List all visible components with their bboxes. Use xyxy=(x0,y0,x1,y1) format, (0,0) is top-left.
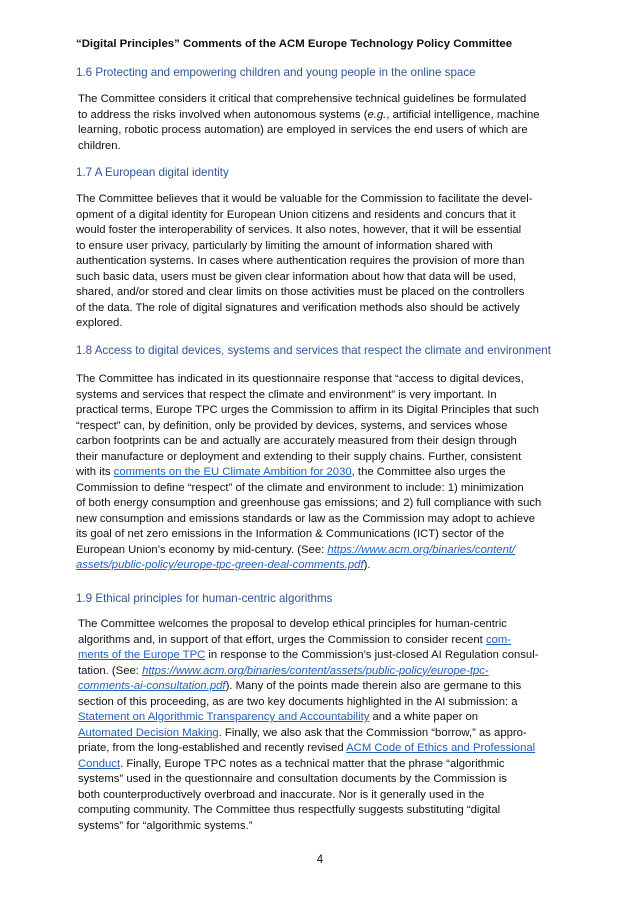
text-line: section of this proceeding, as are two key documents highlighted in the AI submission: a xyxy=(78,695,518,708)
algorithmic-transparency-statement-link[interactable]: Statement on Algorithmic Transparency and Accountability xyxy=(78,711,370,723)
text-line: computing community. The Committee thus respectfully suggests substituting “digital xyxy=(78,804,501,816)
ai-consultation-url-link[interactable]: https://www.acm.org/binaries/content/assets/public-policy/europe-tpc- xyxy=(142,664,489,677)
text-line: algorithms and, in support of that effort, urges the Commission to consider recent com- xyxy=(78,633,512,646)
text-line: such basic data, users must be given clear information about how that data will be used, xyxy=(76,270,517,283)
text-line: learning, robotic process automation) are employed in services the end users of which are xyxy=(78,124,528,136)
text-line: assets/public-policy/europe-tpc-green-deal-comments.pdf). xyxy=(76,559,371,571)
green-deal-comments-url-link-cont[interactable]: assets/public-policy/europe-tpc-green-deal-comments.pdf xyxy=(76,559,364,571)
text-line: their manufacture or deployment and extending to their supply chains. Further, consistent xyxy=(76,450,522,463)
text-line: tation. (See: https://www.acm.org/binaries/content/assets/public-policy/europe-tpc- xyxy=(78,664,489,677)
text-line: Conduct. Finally, Europe TPC notes as a technical matter that the phrase “algorithmic xyxy=(78,757,505,770)
text-line: The Committee has indicated in its questionnaire response that “access to digital devices, xyxy=(76,373,524,385)
section-1-6-paragraph xyxy=(78,92,572,154)
text-line: systems and services that respect the climate and environment” is very important. In xyxy=(76,388,497,401)
text-line: would foster the interoperability of services. It also notes, however, that it will be essential xyxy=(76,224,522,236)
text-line: ments of the Europe TPC in response to the Commission’s just-closed AI Regulation consul- xyxy=(78,649,539,661)
ai-consultation-url-link-cont[interactable]: comments-ai-consultation.pdf xyxy=(78,680,226,692)
text-line: of the data. The role of digital signatures and verification methods also should be actively xyxy=(76,301,520,314)
text-line: Commission to define “respect” of the climate and environment to include: 1) minimization xyxy=(76,481,524,494)
section-heading-1-7: 1.7 A European digital identity xyxy=(76,166,229,179)
text-line: to ensure user privacy, particularly by limiting the amount of information shared with xyxy=(76,239,493,252)
section-heading-1-6: 1.6 Protecting and empowering children and young people in the online space xyxy=(76,66,476,79)
text-line: children. xyxy=(78,139,121,152)
acm-code-of-ethics-link-cont[interactable]: Conduct xyxy=(78,757,121,770)
climate-ambition-comments-link[interactable]: comments on the EU Climate Ambition for 2030 xyxy=(113,466,352,478)
text-line: both counterproductively overbroad and inaccurate. Nor is it generally used in the xyxy=(78,788,485,801)
section-1-7-paragraph xyxy=(76,192,570,332)
text-line: systems” used in the questionnaire and consultation documents by the Commission is xyxy=(78,773,507,785)
running-header: “Digital Principles” Comments of the ACM Europe Technology Policy Committee xyxy=(76,38,513,50)
text-line: The Committee welcomes the proposal to develop ethical principles for human-centric xyxy=(78,618,507,630)
text-line: opment of a digital identity for European Union citizens and residents and concurs that it xyxy=(76,208,516,221)
text-line: authentication systems. In cases where authentication requires the provision of more than xyxy=(76,255,525,267)
acm-code-of-ethics-link[interactable]: ACM Code of Ethics and Professional xyxy=(346,742,536,754)
text-line: shared, and/or stored and clear limits on those activities must be placed on the controllers xyxy=(76,286,525,298)
text-line: comments-ai-consultation.pdf). Many of the points made therein also are germane to this xyxy=(78,680,522,692)
text-line: The Committee considers it critical that comprehensive technical guidelines be formulated xyxy=(78,93,527,105)
text-line: Automated Decision Making. Finally, we also ask that the Commission “borrow,” as appro- xyxy=(78,726,527,739)
text-line: The Committee believes that it would be valuable for the Commission to facilitate the devel- xyxy=(76,193,533,205)
ai-comments-link-cont[interactable]: ments of the Europe TPC xyxy=(78,649,206,661)
text-line: explored. xyxy=(76,317,123,329)
text-line: of both energy consumption and greenhouse gas emissions; and 2) full compliance with such xyxy=(76,497,542,509)
section-heading-1-8: 1.8 Access to digital devices, systems and services that respect the climate and environment xyxy=(76,344,551,357)
italic-text: e.g. xyxy=(367,108,387,121)
text-line: new consumption and emissions standards or law as the Commission may adopt to achieve xyxy=(76,512,536,525)
text-line: priate, from the long-established and recently revised ACM Code of Ethics and Professional xyxy=(78,742,536,754)
text-line: “respect” can, by definition, only be provided by devices, systems, and services whose xyxy=(76,419,508,432)
green-deal-comments-url-link[interactable]: https://www.acm.org/binaries/content/ xyxy=(327,543,516,556)
text-line: to address the risks involved when autonomous systems (e.g., artificial intelligence, machine xyxy=(78,108,540,121)
text-line: with its comments on the EU Climate Ambition for 2030, the Committee also urges the xyxy=(76,466,506,478)
automated-decision-making-link[interactable]: Automated Decision Making xyxy=(78,726,219,739)
text-line: systems” for “algorithmic systems.” xyxy=(78,819,253,832)
section-1-8-paragraph xyxy=(76,372,570,574)
section-heading-1-9: 1.9 Ethical principles for human-centric algorithms xyxy=(76,592,333,605)
section-1-9-paragraph xyxy=(78,617,572,834)
text-line: Statement on Algorithmic Transparency and Accountability and a white paper on xyxy=(78,711,479,723)
text-line: European Union’s economy by mid-century. (See: https://www.acm.org/binaries/content/ xyxy=(76,543,516,556)
page-number: 4 xyxy=(316,854,324,866)
text-line: its goal of net zero emissions in the Information & Communications (ICT) sector of the xyxy=(76,528,505,540)
text-line: carbon footprints can be and actually are accurately measured from their design through xyxy=(76,435,517,447)
text-line: practical terms, Europe TPC urges the Commission to affirm in its Digital Principles that such xyxy=(76,404,539,416)
ai-comments-link[interactable]: com- xyxy=(485,633,512,646)
